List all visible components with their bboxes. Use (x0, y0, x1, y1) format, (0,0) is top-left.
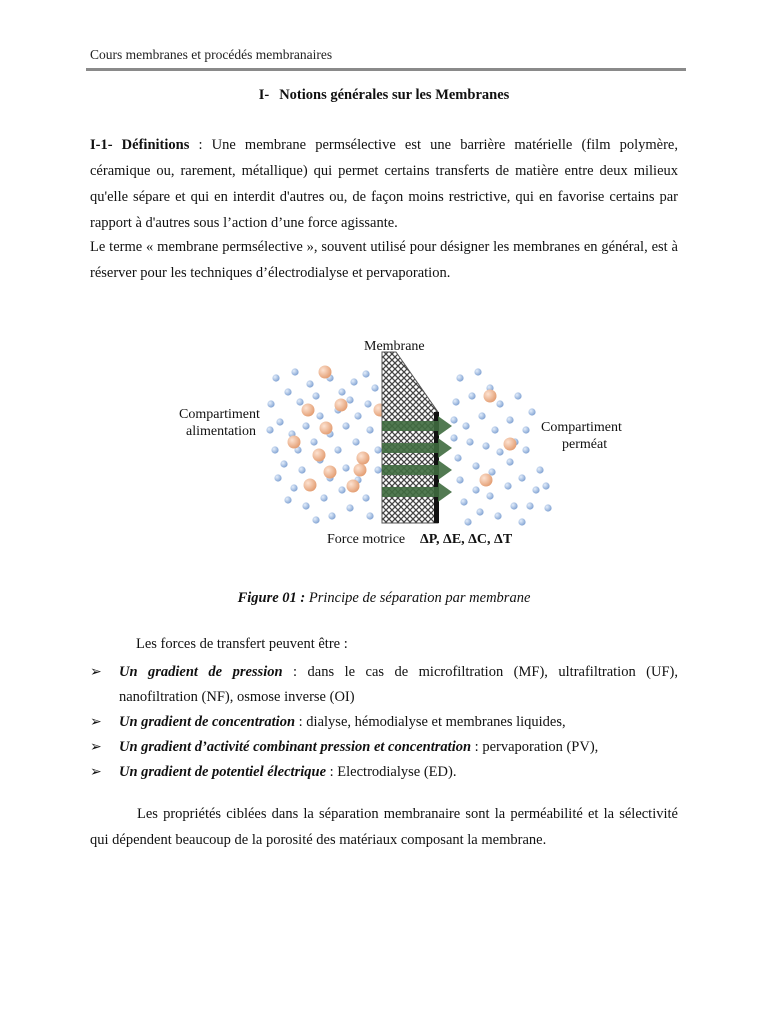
definitions-label: I-1- Définitions (90, 137, 190, 153)
small-particle (342, 464, 349, 471)
small-particle (276, 418, 283, 425)
small-particle (312, 392, 319, 399)
force-desc: : dans le cas de microfiltration (MF), ultrafiltration (UF), nanofiltration (NF), osmose inverse (OI) (119, 664, 678, 705)
section-title (0, 87, 768, 104)
large-particle (302, 404, 315, 417)
small-particle (362, 370, 369, 377)
list-item (90, 735, 678, 760)
small-particle (510, 502, 517, 509)
small-particle (518, 474, 525, 481)
small-particle (346, 396, 353, 403)
caption-text: Principe de séparation par membrane (305, 590, 531, 606)
feed-compartment-label-line1: Compartiment (179, 407, 260, 422)
small-particle (364, 400, 371, 407)
small-particle (522, 446, 529, 453)
forces-intro: Les forces de transfert peuvent être : (136, 636, 348, 652)
definitions-paragraph (90, 132, 678, 236)
large-particle (324, 466, 337, 479)
small-particle (290, 484, 297, 491)
small-particle (328, 512, 335, 519)
small-particle (494, 512, 501, 519)
force-term: Un gradient d’activité combinant pression et concentration (119, 739, 472, 755)
small-particle (371, 384, 378, 391)
force-term: Un gradient de potentiel électrique (119, 764, 327, 780)
small-particle (450, 416, 457, 423)
force-desc: : Electrodialyse (ED). (326, 764, 457, 780)
small-particle (482, 442, 489, 449)
small-particle (478, 412, 485, 419)
running-header: Cours membranes et procédés membranaires (90, 47, 333, 62)
small-particle (460, 498, 467, 505)
small-particle (496, 400, 503, 407)
definitions-text: : Une membrane permsélective est une barrière matérielle (film polymère, céramique ou, rarement, métallique) qui permet certains transferts de matière entre deux milieux qu'elle sépare et qui en interdit d'autres ou, de façon moins restrictive, qui en favorise certains par rapport à d'autres sous l’action d’une force agissante. (90, 137, 678, 231)
small-particle (462, 422, 469, 429)
small-particle (506, 458, 513, 465)
small-particle (452, 398, 459, 405)
large-particle (357, 452, 370, 465)
small-particle (346, 504, 353, 511)
section-number: I- (258, 87, 270, 103)
figure-diagram (170, 330, 640, 560)
figure-caption (0, 590, 768, 607)
arrow-bullet-icon: ➢ (90, 665, 102, 680)
small-particle (312, 516, 319, 523)
force-term: Un gradient de concentration (119, 714, 296, 730)
membrane-label: Membrane (364, 339, 425, 354)
small-particle (302, 422, 309, 429)
small-particle (350, 378, 357, 385)
small-particle (267, 400, 274, 407)
small-particle (366, 426, 373, 433)
large-particle (347, 480, 360, 493)
small-particle (514, 392, 521, 399)
section-title-text: Notions générales sur les Membranes (279, 87, 510, 103)
small-particle (374, 466, 381, 473)
header-rule (86, 68, 686, 71)
small-particle (334, 446, 341, 453)
large-particle (484, 390, 497, 403)
small-particle (316, 412, 323, 419)
large-particle (480, 474, 493, 487)
small-particle (472, 462, 479, 469)
small-particle (352, 438, 359, 445)
small-particle (542, 482, 549, 489)
small-particle (518, 518, 525, 525)
small-particle (450, 434, 457, 441)
large-particle (354, 464, 367, 477)
list-item (90, 660, 678, 710)
small-particle (472, 486, 479, 493)
small-particle (284, 388, 291, 395)
list-item (90, 710, 678, 735)
small-particle (291, 368, 298, 375)
small-particle (522, 426, 529, 433)
large-particle (319, 366, 332, 379)
small-particle (464, 518, 471, 525)
small-particle (302, 502, 309, 509)
small-particle (474, 368, 481, 375)
large-particle (335, 399, 348, 412)
small-particle (272, 374, 279, 381)
small-particle (528, 408, 535, 415)
properties-paragraph: Les propriétés ciblées dans la séparation membranaire sont la perméabilité et la sélectivité qui dépendent beaucoup de la porosité des matériaux composant la membrane. (90, 806, 678, 848)
arrow-bullet-icon: ➢ (90, 765, 102, 780)
force-desc: : dialyse, hémodialyse et membranes liquides, (295, 714, 566, 730)
small-particle (456, 374, 463, 381)
small-particle (536, 466, 543, 473)
small-particle (454, 454, 461, 461)
small-particle (504, 482, 511, 489)
large-particle (320, 422, 333, 435)
small-particle (274, 474, 281, 481)
small-particle (266, 426, 273, 433)
forces-list (90, 660, 678, 785)
large-particle (304, 479, 317, 492)
small-particle (476, 508, 483, 515)
large-particle (313, 449, 326, 462)
small-particle (466, 438, 473, 445)
small-particle (296, 398, 303, 405)
permeate-compartment-label-line1: Compartiment (541, 420, 622, 435)
large-particle (288, 436, 301, 449)
term-note-paragraph: Le terme « membrane permsélective », souvent utilisé pour désigner les membranes en général, est à réserver pour les techniques d’électrodialyse et pervaporation. (90, 239, 678, 281)
small-particle (496, 448, 503, 455)
force-label: Force motrice (327, 532, 406, 547)
small-particle (284, 496, 291, 503)
list-item (90, 760, 678, 785)
permeate-compartment-label-line2: perméat (562, 437, 608, 452)
force-deltas: ΔP, ΔE, ΔC, ΔT (420, 532, 513, 547)
small-particle (468, 392, 475, 399)
small-particle (338, 388, 345, 395)
small-particle (526, 502, 533, 509)
small-particle (362, 494, 369, 501)
small-particle (310, 438, 317, 445)
small-particle (532, 486, 539, 493)
small-particle (306, 380, 313, 387)
arrow-bullet-icon: ➢ (90, 740, 102, 755)
caption-label: Figure 01 : (237, 590, 306, 606)
force-term: Un gradient de pression (119, 664, 283, 680)
small-particle (456, 476, 463, 483)
small-particle (486, 492, 493, 499)
small-particle (342, 422, 349, 429)
force-desc: : pervaporation (PV), (471, 739, 599, 755)
small-particle (271, 446, 278, 453)
membrane-separation-figure (170, 330, 640, 560)
large-particle (504, 438, 517, 451)
arrow-bullet-icon: ➢ (90, 715, 102, 730)
small-particle (374, 446, 381, 453)
small-particle (320, 494, 327, 501)
small-particle (491, 426, 498, 433)
small-particle (338, 486, 345, 493)
small-particle (298, 466, 305, 473)
small-particle (280, 460, 287, 467)
small-particle (506, 416, 513, 423)
small-particle (366, 512, 373, 519)
membrane-shape (382, 352, 438, 523)
small-particle (354, 412, 361, 419)
feed-compartment-label-line2: alimentation (186, 424, 256, 439)
small-particle (544, 504, 551, 511)
